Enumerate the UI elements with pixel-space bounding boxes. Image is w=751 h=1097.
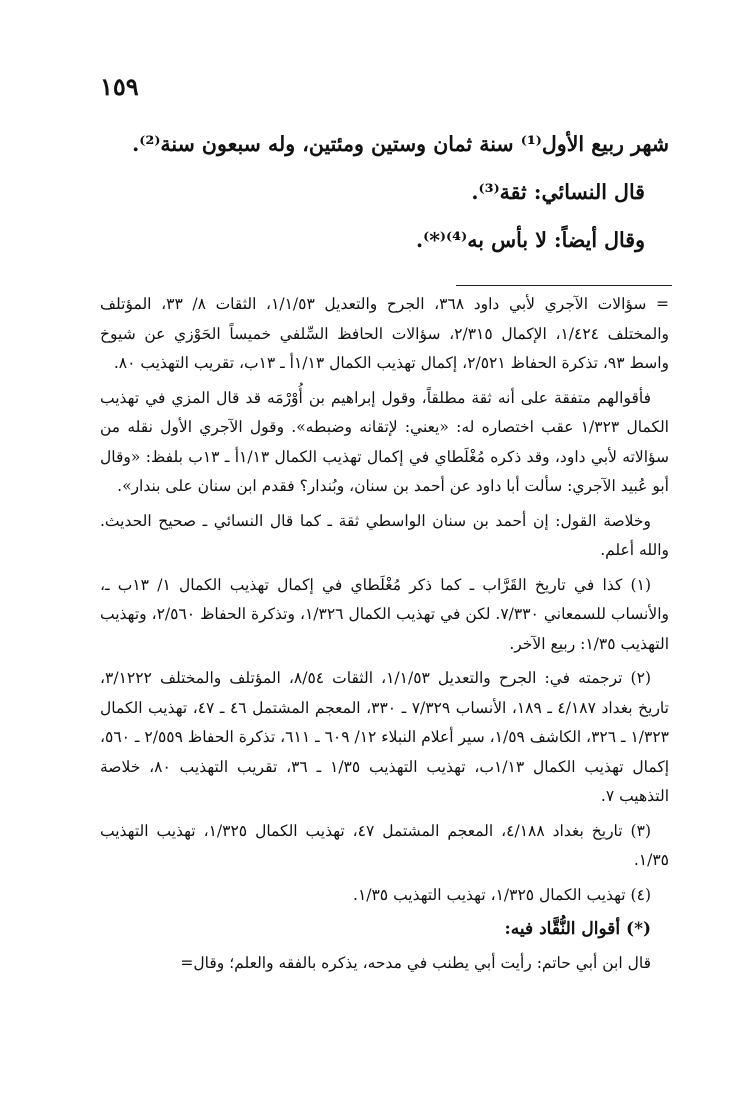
footnote-continuation-3: وخلاصة القول: إن أحمد بن سنان الواسطي ثقة ـ كما قال النسائي ـ صحيح الحديث. والله أعلم. (100, 511, 669, 559)
footnote-2: (٢) ترجمته في: الجرح والتعديل ١/١/٥٣، الثقات ٨/٥٤، المؤتلف والمختلف ٣/١٢٢٢، تاريخ بغداد ٤/١٨٧ ـ ١٨٩، الأنساب ٧/٣٢٩ ـ ٣٣٠، المعجم المشتمل ٤٦ ـ ٤٧، تهذيب الكمال ١/٣٢٣ ـ ٣٢٦، الكاشف ١/٥٩، سير أعلام النبلاء ١٢/ ٦٠٩ ـ ٦١١، تذكرة الحفاظ ٢/٥٥٩ ـ ٥٦٠، إكمال تهذيب الكمال ١/١٣ب، تهذيب التهذيب ١/٣٥ ـ ٣٦، تقريب التهذيب ٨٠، خلاصة التذهيب ٧. (100, 669, 670, 805)
main-line-2: قال النسائي: ثقة⁽³⁾. (471, 180, 645, 204)
footnote-3: (٣) تاريخ بغداد ٤/١٨٨، المعجم المشتمل ٤٧، تهذيب الكمال ١/٣٢٥، تهذيب التهذيب ١/٣٥. (100, 821, 669, 869)
footnotes (100, 290, 669, 983)
main-line-3: وقال أيضاً: لا بأس به⁽⁴⁾⁽*⁾. (415, 228, 645, 252)
main-text (60, 120, 669, 264)
critics-heading: (*) أقوال النُّقَّاد فيه: (504, 919, 651, 939)
footnote-4: (٤) تهذيب الكمال ١/٣٢٥، تهذيب التهذيب ١/٣٥. (353, 885, 651, 904)
footnote-continuation-2: فأقوالهم متفقة على أنه ثقة مطلقاً، وقول إبراهيم بن أُوْرْمَه قد قال المزي في تهذيب الكمال ١/٣٢٣ عقب اختصاره له: «يعني: لإتقانه وضبطه». وقول الآجري الأول نقله من سؤالاته لأبي داود، وقد ذكره مُغْلَطاي في إكمال تهذيب الكمال ١/١٣أ ـ ١٣ب بلفظ: «وقال أبو عُبيد الآجري: سألت أبا داود عن أحمد بن سنان، وبُندار؟ فقدم ابن سنان على بندار». (100, 388, 670, 495)
footnote-1: (١) كذا في تاريخ القَرَّاب ـ كما ذكر مُغْلَطاي في إكمال تهذيب الكمال ١/ ١٣ب ـ، والأنساب للسمعاني ٧/٣٣٠. لكن في تهذيب الكمال ١/٣٢٦، وتذكرة الحفاظ ٢/٥٦٠، وتهذيب التهذيب ١/٣٥: ربيع الآخر. (100, 575, 669, 653)
page-number: ١٥٩ (100, 72, 139, 101)
footnote-continuation-1: = سؤالات الآجري لأبي داود ٣٦٨، الجرح والتعديل ١/١/٥٣، الثقات ٨/ ٣٣، المؤتلف والمختلف ١/٤٢٤، الإكمال ٢/٣١٥، سؤالات الحافظ السِّلفي خميساً الحَوْزي عن شيوخ واسط ٩٣، تذكرة الحفاظ ٢/٥٢١، إكمال تهذيب الكمال ١/١٣أ ـ ١٣ب، تقريب التهذيب ٨٠. (100, 295, 670, 372)
main-line-1: شهر ربيع الأول⁽¹⁾ سنة ثمان وستين ومئتين، وله سبعون سنة⁽²⁾. (132, 132, 669, 156)
critics-text: قال ابن أبي حاتم: رأيت أبي يطنب في مدحه، يذكره بالفقه والعلم؛ وقال= (180, 953, 651, 972)
footnote-divider (456, 285, 672, 286)
